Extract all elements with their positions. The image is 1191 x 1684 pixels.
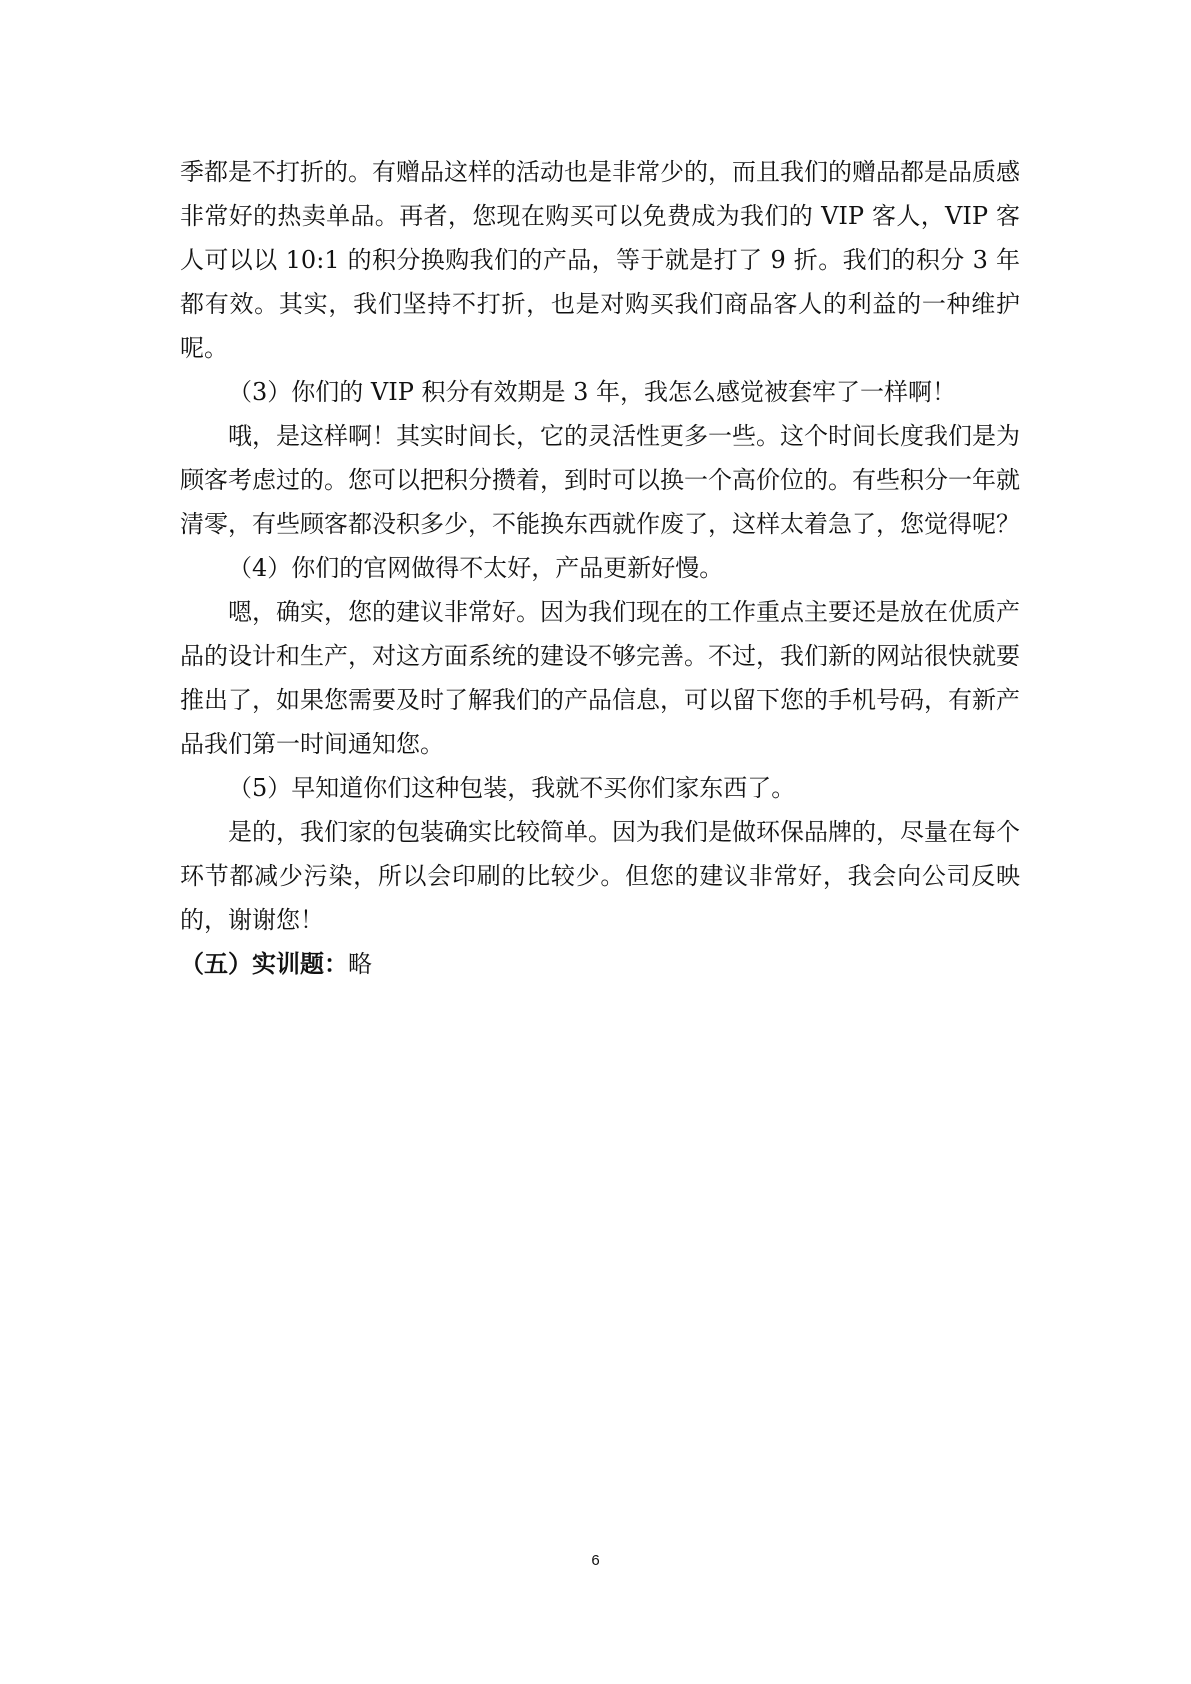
document-body [180,150,1020,986]
section-heading-value: 略 [348,950,372,978]
section-heading-label: （五）实训题： [180,950,348,978]
question-5: （5）早知道你们这种包装，我就不买你们家东西了。 [228,774,796,802]
paragraph-continuation: 季都是不打折的。有赠品这样的活动也是非常少的，而且我们的赠品都是品质感非常好的热卖单品。再者，您现在购买可以免费成为我们的 VIP 客人，VIP 客人可以以 10:1 的积分换购我们的产品，等于就是打了 9 折。我们的积分 3 年都有效。其实，我们坚持不打折，也是对购买我们商品客人的利益的一种维护呢。 [180,158,1020,362]
answer-5: 是的，我们家的包装确实比较简单。因为我们是做环保品牌的，尽量在每个环节都减少污染，所以会印刷的比较少。但您的建议非常好，我会向公司反映的，谢谢您！ [180,818,1020,934]
page-number: 6 [591,1552,600,1569]
question-4: （4）你们的官网做得不太好，产品更新好慢。 [228,554,724,582]
question-3: （3）你们的 VIP 积分有效期是 3 年，我怎么感觉被套牢了一样啊！ [228,378,957,406]
section-heading [180,942,1020,986]
answer-3: 哦，是这样啊！其实时间长，它的灵活性更多一些。这个时间长度我们是为顾客考虑过的。您可以把积分攒着，到时可以换一个高价位的。有些积分一年就清零，有些顾客都没积多少，不能换东西就作废了，这样太着急了，您觉得呢？ [180,422,1020,538]
answer-4: 嗯，确实，您的建议非常好。因为我们现在的工作重点主要还是放在优质产品的设计和生产，对这方面系统的建设不够完善。不过，我们新的网站很快就要推出了，如果您需要及时了解我们的产品信息，可以留下您的手机号码，有新产品我们第一时间通知您。 [180,598,1020,758]
